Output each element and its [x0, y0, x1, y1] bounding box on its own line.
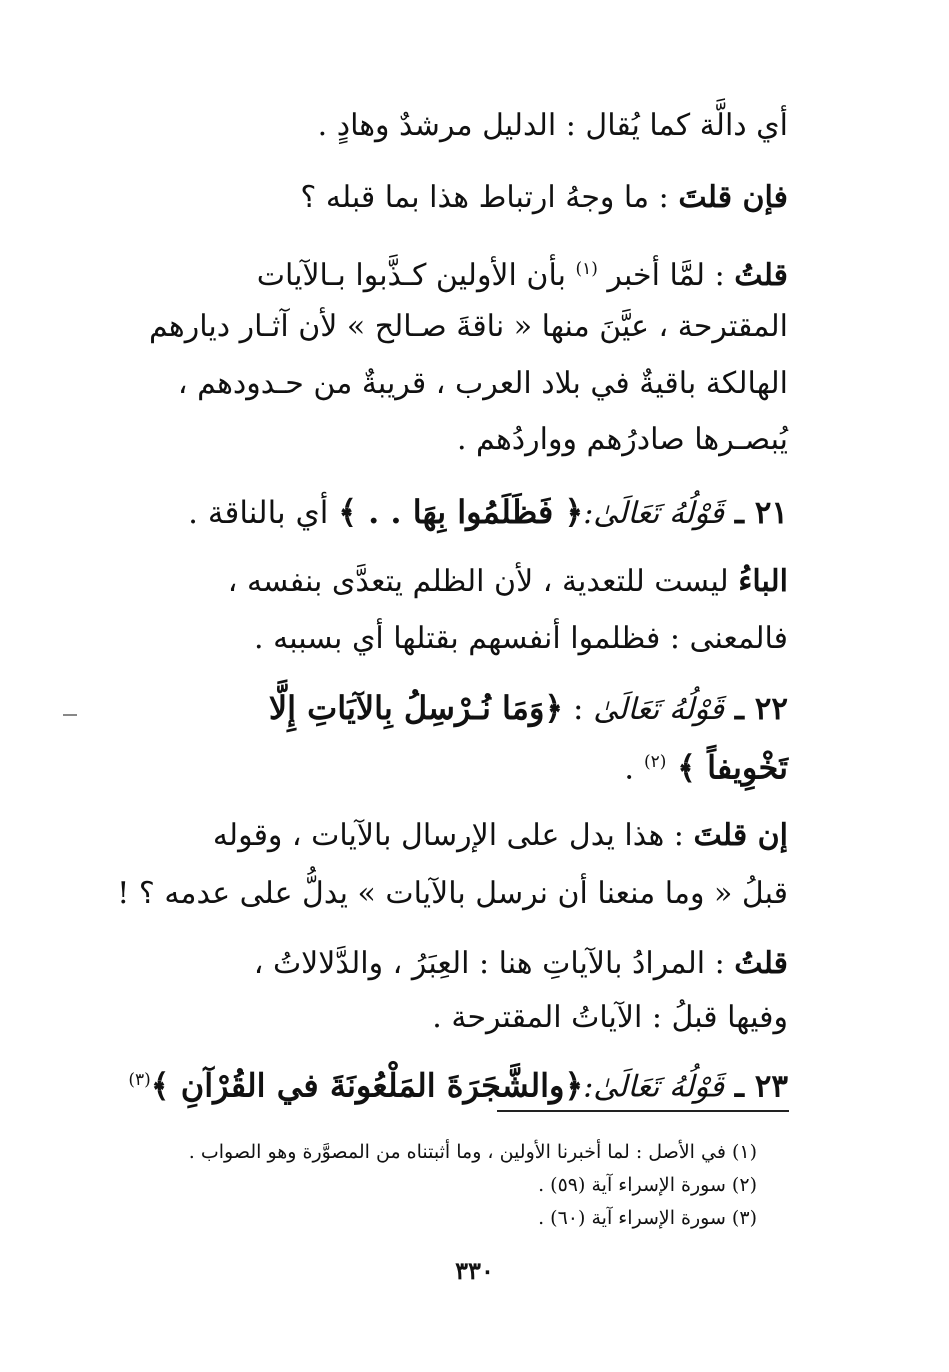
question-2-line-2: [117, 872, 788, 916]
footnote-ref-3: (٣): [128, 1070, 151, 1090]
question-text: : ما وجهُ ارتباط هذا بما قبله ؟: [300, 180, 679, 215]
answer-1-line-4: [457, 418, 788, 462]
verse-22-quran-line-2: تَخْوِيفاً ﴾: [677, 748, 788, 787]
explanation-text-line-1: ليست للتعدية ، لأن الظلم يتعدَّى بنفسه ،: [227, 564, 739, 599]
verse-22-colon: :: [563, 691, 594, 727]
question-2-lead: إن قلتَ: [693, 818, 788, 853]
answer-2-line-1: [254, 942, 788, 986]
verse-21-rest: أي بالناقة .: [188, 495, 339, 531]
verse-23-number: ٢٣ ـ: [734, 1068, 788, 1105]
answer-text-b: بأن الأولين كـذَّبوا بـالآيات: [256, 258, 576, 293]
scan-mark: [63, 714, 77, 716]
footnote-3: (٣) سورة الإسراء آية (٦٠) .: [538, 1207, 757, 1229]
question-2-line-1: [213, 814, 788, 858]
verse-22-heading: [269, 686, 788, 732]
explanation-21-line-2: [254, 617, 788, 661]
page-number: ٣٣٠: [455, 1256, 494, 1285]
answer-2-lead: قلتُ: [734, 946, 788, 981]
question-lead: فإن قلتَ: [678, 180, 788, 215]
verse-23-phrase: قَوْلُهُ تَعَالَىٰ:: [583, 1069, 725, 1105]
verse-22-phrase: قَوْلُهُ تَعَالَىٰ: [593, 692, 725, 727]
verse-22-number: ٢٢ ـ: [734, 691, 788, 727]
intro-text: أي دالَّة كما يُقال : الدليل مرشدٌ وهادٍ .: [317, 108, 788, 143]
answer-1-line-1: [257, 247, 788, 298]
verse-23-quran: ﴿والشَّجَرَةَ المَلْعُونَةَ في القُرْآنِ ﴾: [150, 1066, 584, 1105]
answer-2-line-2: [432, 996, 788, 1040]
footnote-ref-1: (١): [575, 259, 598, 279]
answer-text-line-2: المقترحة ، عيَّنَ منها « ناقةَ صـالح » لأن آثـار ديارهم: [148, 309, 788, 344]
answer-2-text-line-2: وفيها قبلُ : الآياتُ المقترحة .: [432, 1000, 788, 1035]
verse-22-end: .: [624, 750, 644, 787]
answer-lead: قلتُ: [734, 258, 788, 293]
answer-2-text-line-1: : المرادُ بالآياتِ هنا : العِبَرُ ، والدَّلالاتُ ،: [253, 946, 735, 981]
verse-22-continuation: [624, 740, 788, 790]
explanation-text-line-2: فالمعنى : فظلموا أنفسهم بقتلها أي بسببه .: [254, 621, 788, 656]
verse-22-quran-line-1: ﴿وَمَا نُـرْسِلُ بِالآيَاتِ إِلَّا: [268, 689, 564, 727]
answer-text-line-4: يُبصـرها صادرُهم وواردُهم .: [456, 422, 788, 457]
verse-21-quran: ﴿ فَظَلَمُوا بِهَا . . ﴾: [338, 493, 584, 531]
verse-23-heading: [128, 1058, 788, 1109]
footnote-2: (٢) سورة الإسراء آية (٥٩) .: [538, 1174, 757, 1196]
question-2-text-line-2: قبلُ « وما منعنا أن نرسل بالآيات » يدلُّ على عدمه ؟ !: [117, 876, 788, 911]
footnote-1: (١) في الأصل : لما أخبرنا الأولين ، وما أثبتناه من المصوَّرة وهو الصواب .: [188, 1141, 757, 1163]
footnote-separator: [497, 1110, 789, 1112]
verse-21-heading: [188, 490, 788, 536]
explanation-21-line-1: [228, 560, 788, 604]
explanation-lead: الباءُ: [738, 564, 788, 599]
verse-21-phrase: قَوْلُهُ تَعَالَىٰ:: [583, 496, 725, 531]
question-2-text-line-1: : هذا يدل على الإرسال بالآيات ، وقوله: [212, 818, 694, 853]
verse-21-number: ٢١ ـ: [734, 495, 788, 531]
paragraph-intro: [318, 104, 788, 148]
answer-1-line-2: [149, 305, 788, 349]
footnote-ref-2: (٢): [643, 752, 667, 772]
answer-text-a: : لمَّا أخبر: [597, 258, 735, 293]
paragraph-question-1: [300, 176, 788, 220]
answer-1-line-3: [178, 362, 788, 406]
answer-text-line-3: الهالكة باقيةٌ في بلاد العرب ، قريبةٌ من حـدودهم ،: [177, 366, 788, 401]
